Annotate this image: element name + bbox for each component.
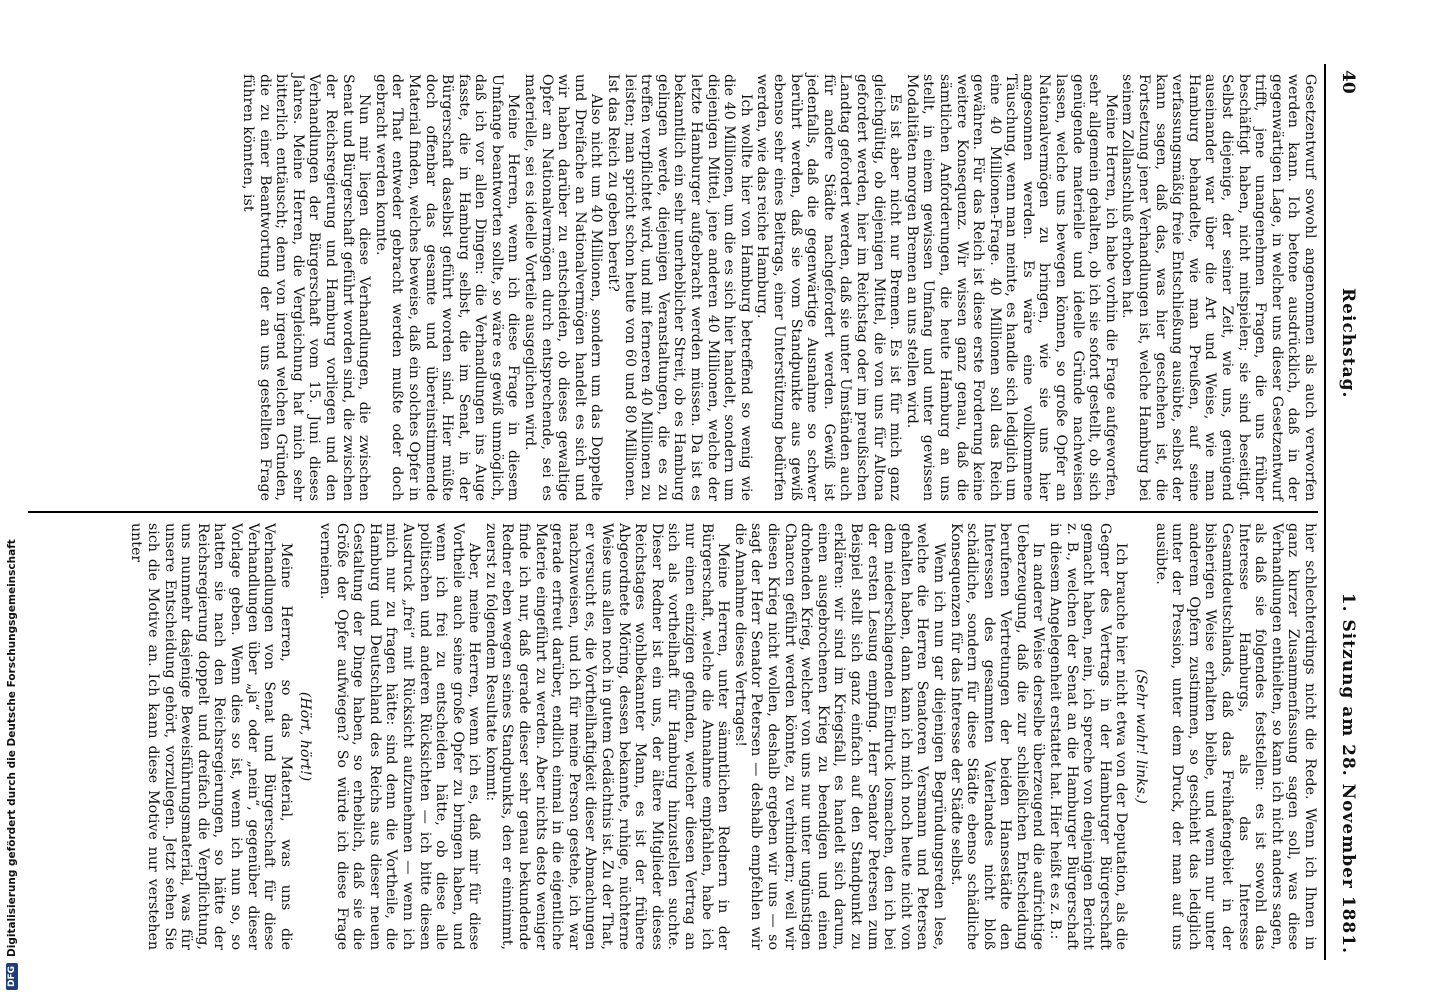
page-number: 40: [1338, 70, 1358, 94]
quoted-paragraph: Aber, meine Herren, wenn ich es, daß mir für diese Vortheile auch seine große Opfer zu bringen haben, und wenn ich frei zu entscheiden hätte, ob diese alle politischen und anderen Rücksichten — ich bitte diesen Ausdruck „frei“ mit Rücksicht aufzunehmen — wenn ich mich nur zu fragen hätte: sind denn die Vortheile, die Hamburg und Deutschland des Reichs aus dieser neuen Gestaltung der Dinge haben, so erheblich, daß sie die Größe der Opfer aufwiegen? So würde ich diese Frage verneinen.: [316, 523, 483, 950]
right-column: [28, 511, 1318, 960]
left-column: [28, 64, 1318, 511]
quoted-paragraph: In anderer Weise derselbe überzeugend die aufrichtige Ueberzeugung, daß die zur schließlichen Entscheidung berufenen Vertretungen der beiden Hansestädte den Interessen des gesammten Vaterlandes nicht bloß schädliche, sondern für diese Städte ebenso schädliche Konsequenzen für das Interesse der Städte selbst.: [947, 523, 1047, 950]
paragraph: Meine Herren, so das Material, was uns die Verhandlungen von Senat und Bürgerschaft für diese Verhandlungen über „ja“ oder „nein“, gegenüber dieser Vorlage geben. Wenn dies so ist, wenn ich nun so, so hatten sie nach den Reichsregierungen, so hätte der Reichsregierung doppelt und dreifach die Verpflichtung, uns nunmehr dasjenige Beweisführungsmaterial, was für unsere Entscheidung gehört, vorzulegen. Jetzt sehen Sie sich die Motive an. Ich kann diese Motive nur verstehen unter: [128, 523, 294, 950]
paragraph: Es ist aber nicht nur Bremen. Es ist für mich ganz gleichgültig, ob diejenigen Mittel, die von uns für Altona gefordert werden, hier im Reichstag oder im preußischen Landtag gefordert werden, daß sie unter Umständen auch für andere Städte nachgefordert werden. Gewiß ist jedenfalls, daß die gegenwärtige Ausnahme so schwer berührt werden, daß sie vom Standpunkte aus gewiß ebenso sehr eines Beitrags, einer Unterstützung bedürfen werden, wie das reiche Hamburg.: [754, 74, 904, 501]
running-title: Reichstag.: [1338, 288, 1358, 399]
digitization-credit: [4, 0, 24, 1000]
credit-text: Digitalisierung gefördert durch die Deutsche Forschungsgemeinschaft: [6, 539, 18, 957]
paragraph: Also nicht um 40 Millionen, sondern um das Doppelte und Dreifache an Nationalvermögen handelt es sich und wir haben darüber zu entscheiden, ob dieses gewaltige Opfer an Nationalvermögen durch entsprechende, sei es materielle, sei es ideelle Vorteile ausgeglichen wird.: [522, 74, 605, 501]
paragraph: Meine Herren, wenn ich diese Frage in diesem Umfange beantworten sollte, so wäre es gewiß unmöglich, daß ich vor allen Dingen: die Verhandlungen ins Auge fasste, die in Hamburg selbst, die im Senat, in der Bürgerschaft daselbst geführt worden sind. Hier müßte doch offenbar das gesamte und übereinstimmende Material finden, welches beweise, daß ein solches Opfer in der That entweder gebracht werden mußte oder doch gebracht werden konnte.: [372, 74, 522, 501]
paragraph: hier schlechterdings nicht die Rede. Wenn ich Ihnen in ganz kurzer Zusammenfassung sagen soll, was diese Verhandlungen enthielten, so kann ich nicht anders sagen, als daß sie folgendes feststellen: es ist sowohl das Interesse Hamburgs, als das Interesse Gesamtdeutschlands, daß das Freihafengebiet in der bisherigen Weise erhalten bleibe, und wenn nur unter anderem Opfern zustimmen, so geschieht das lediglich unter der Pression, unter dem Druck, der man auf uns ausübte.: [1152, 523, 1318, 950]
page-header: [1324, 64, 1358, 960]
paragraph: Meine Herren, ich habe vorhin die Frage aufgeworfen, sehr allgemein gehalten, ob ich sie sofort gestellt, ob sich genügende materielle und ideelle Gründe nachweisen lassen, welche uns bewegen können, so große Opfer an Nationalvermögen zu bringen, wie sie uns hier angesonnen werden. Es wäre eine vollkommene Täuschung, wenn man meinte, es handle sich lediglich um eine 40 Millionen-Frage. 40 Millionen soll das Reich gewähren. Für das Reich ist diese erste Forderung keine weitere Konsequenz. Wir wissen ganz genau, daß die sämtlichen Anforderungen, die heute Hamburg an uns stellt, in einem gewissen Umfang und unter gewissen Modalitäten morgen Bremen an uns stellen wird.: [903, 74, 1119, 501]
dfg-logo: DFG: [6, 963, 18, 990]
interjection: (Sehr wahr! links.): [1133, 669, 1150, 804]
paragraph: Nun mir liegen diese Verhandlungen, die zwischen Senat und Bürgerschaft geführt worden sind, die zwischen der Reichsregierung und Hamburg vorliegen und den Verhandlungen der Bürgerschaft vom 15. Juni dieses Jahres. Meine Herren, die Vergleichung hat mich sehr bitterlich enttäuscht; denn von irgend welchen Gründen, die zu einer Beantwortung der an uns gestellten Frage führen könnten, ist: [240, 74, 373, 501]
paragraph: Ich wollte hier von Hamburg betreffend so wenig wie die 40 Millionen, um die es sich hier handelt, sondern um diejenigen Mittel, jene anderen 40 Millionen, welche der letzte Hamburger aufgebracht werden müssen. Da ist es bekanntlich ein sehr unerheblicher Streit, ob es Hamburg gelingen werde, diejenigen Veranstaltungen, die es zu treffen verpflichtet wird, und mit ferneren 40 Millionen zu leisten; man spricht schon heute von 60 und 80 Millionen. Ist das Reich zu geben bereit?: [605, 74, 754, 501]
session-date: 1. Sitzung am 28. November 1881.: [1338, 592, 1358, 954]
text-columns: [28, 64, 1318, 960]
paragraph: Meine Herren, unter sämmtlichen Rednern in der Bürgerschaft, welche die Annahme empfahlen, habe ich nur einen einzigen gefunden, welcher diesen Vertrag an sich als vortheilhaft für Hamburg hinzustellen suchte. Dieser Redner ist ein uns, der ältere Mitglieder dieses Reichstages wohlbekannter Mann, es ist der frühere Abgeordnete Möring, dessen bekannte, ruhige, nüchterne Weise uns allen noch in gutem Gedächtnis ist. Zu der That, er versucht es, die Vortheilhaftigkeit dieser Abmachungen nachzuweisen, und ich für meine Person gestehe, ich war gerade erfreut darüber, endlich einmal in die eigentliche Materie eingeführt zu werden. Aber nichts desto weniger finde ich nur, daß gerade dieser sehr genau bekundende Redner eben wegen seines Standpunkts, den er einnimmt, zuerst zu folgendem Resultate kommt:: [482, 523, 732, 950]
interjection: (Hört, hört!): [297, 691, 314, 782]
paragraph: Wenn ich nun gar diejenigen Begründungsreden lese, welche die Herren Senatoren Versmann und Petersen gehalten haben, dann kann ich mich noch heute nicht von dem niederschlagenden Eindruck losmachen, den ich bei der ersten Lesung empfing. Herr Senator Petersen zum Beispiel stellt sich ganz einfach auf den Standpunkt zu erklären: wir sind im Kriegsfall, es handelt sich darum, einen ausgebrochenen Krieg zu beendigen und einen drohenden Krieg, welcher von uns nur unter ungünstigen Chancen geführt werden könnte, zu verhindern; weil wir diesen Krieg nicht wollen, deshalb ergeben wir uns — so sagt der Herr Senator Petersen — deshalb empfehlen wir die Annahme dieses Vertrages!: [731, 523, 947, 950]
paragraph: Ich brauche hier nicht etwa von der Deputation, als die Gegner des Vertrags in der Hamburger Bürgerschaft gemacht haben, nein, ich spreche von denjenigen Bericht z. B., welchen der Senat an die Hamburger Bürgerschaft in diesem Angelegenheit erstattet hat. Hier heißt es z. B.:: [1047, 523, 1130, 950]
paragraph: Gesetzentwurf sowohl angenommen als auch verworfen werden kann. Ich betone ausdrücklich, daß in der gegenwärtigen Lage, in welcher uns dieser Gesetzentwurf trifft, jene unangenehmen Fragen, die uns früher beschäftigt haben, nicht mitspielen; sie sind beseitigt. Selbst diejenige, der seiner Zeit, wie uns, genügend auseinander war über die Art und Weise, wie man Hamburg behandelte, wie man Preußen, auf seine verfassungsmäßig freie Entschließung ausübte, selbst der kann sagen, daß das, was hier geschehen ist, die Fortsetzung jener Verhandlungen ist, welche Hamburg bei seinem Zollanschluß erhoben hat.: [1119, 74, 1318, 501]
